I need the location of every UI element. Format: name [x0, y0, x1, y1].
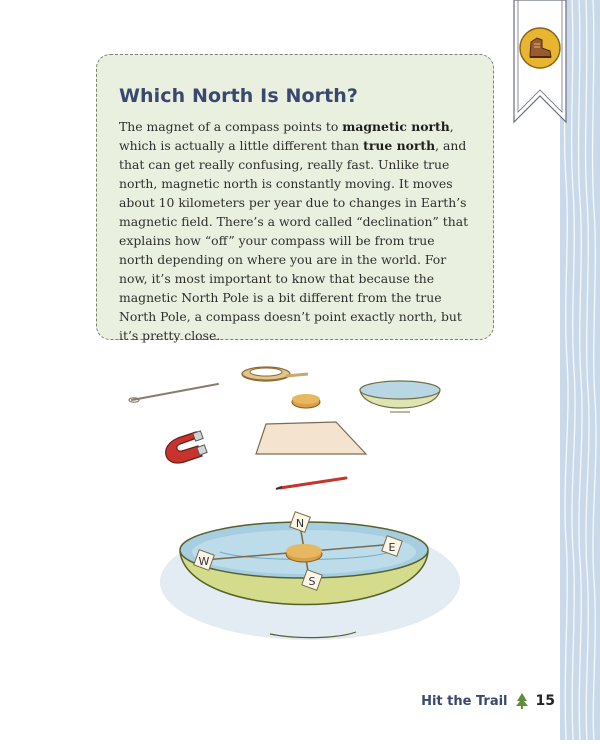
compass-bowl-icon: [160, 512, 460, 640]
term-magnetic-north: magnetic north: [342, 119, 450, 134]
svg-text:N: N: [295, 517, 305, 530]
svg-text:E: E: [388, 541, 396, 554]
page-number: 15: [535, 693, 555, 709]
water-bowl-icon: [360, 381, 440, 412]
svg-text:W: W: [198, 555, 210, 568]
cork-disc-icon: [292, 394, 320, 408]
text-run: The magnet of a compass points to: [119, 119, 343, 134]
callout-title: Which North Is North?: [119, 85, 358, 107]
svg-text:S: S: [308, 575, 316, 588]
compass-illustration: [120, 356, 480, 656]
paper-sheet-icon: [256, 422, 366, 454]
text-run: , and that can get really confusing, really fast. Unlike true north, magnetic north is constantly moving. It moves about 10 kilometers per year due to changes in Earth’s magnetic field. There’s a word called “declination” that explains how “off” your compass will be from true north depending on where you are in the world. For now, it’s most important to know that because the magnetic North Pole is a bit different from the true North Pole, a compass doesn’t point exactly north, but it’s pretty close.: [119, 138, 469, 343]
badge-ribbon: [513, 0, 567, 124]
text-run: , which is actually a little different than: [119, 119, 454, 153]
term-true-north: true north: [363, 138, 436, 153]
horseshoe-magnet-icon: [166, 431, 207, 463]
pine-tree-icon: [516, 693, 528, 709]
ribbon-coil-icon: [242, 367, 308, 381]
page-footer: [421, 693, 555, 709]
pencil-icon: [276, 478, 346, 489]
callout-paragraph: [119, 117, 471, 345]
sewing-needle-icon: [129, 384, 218, 402]
sidebar-callout: [96, 54, 494, 343]
section-title: Hit the Trail: [421, 693, 508, 709]
